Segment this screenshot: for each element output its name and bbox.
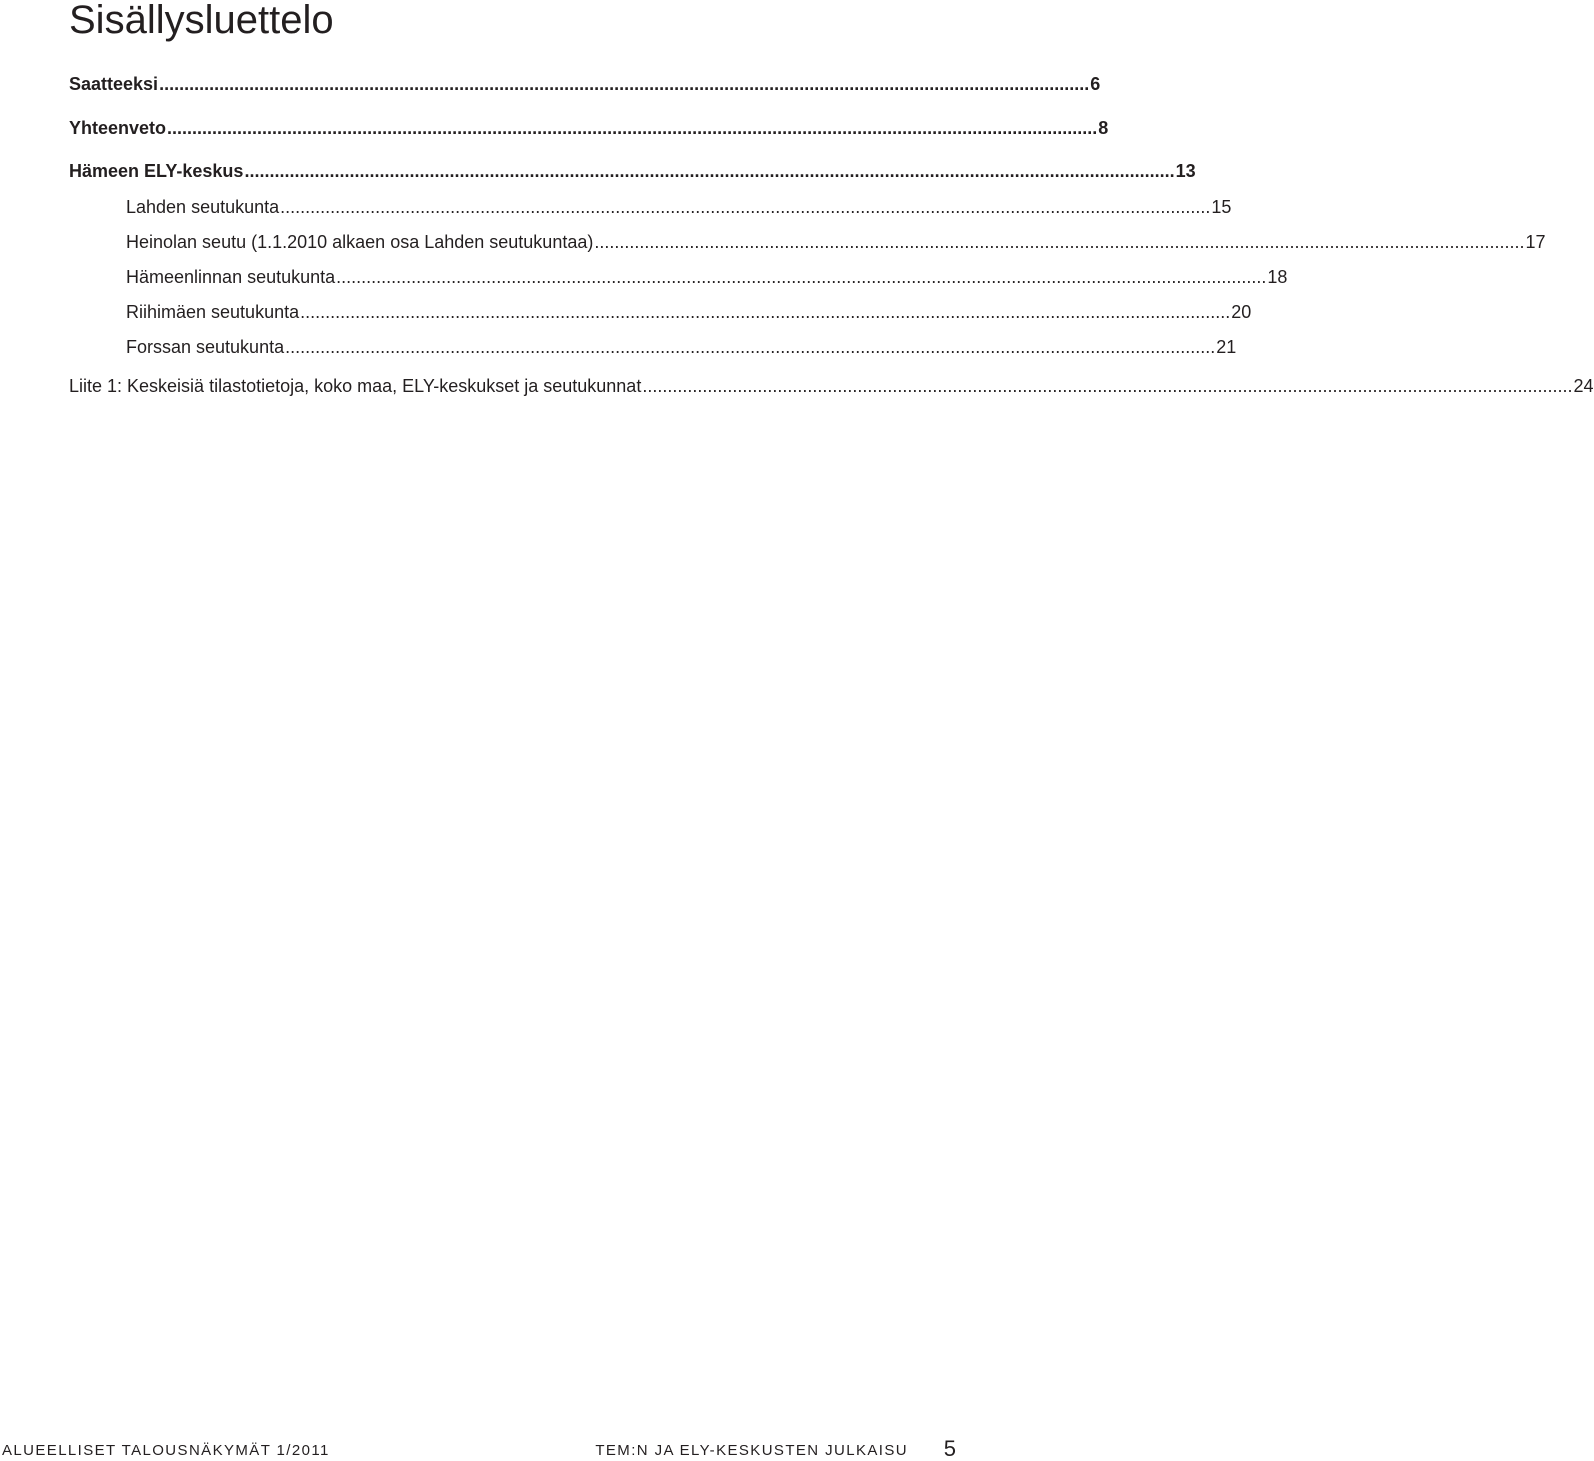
toc-entry-label: Riihimäen seutukunta — [126, 302, 300, 322]
toc-entry[interactable] — [126, 266, 1288, 288]
toc-entry-page: 21 — [1216, 337, 1237, 357]
toc-entry[interactable] — [69, 375, 1594, 397]
toc-leader-dots: .......................................................................................................................................................................................... — [280, 197, 1211, 217]
toc-leader-dots: .......................................................................................................................................................................................... — [159, 74, 1090, 94]
toc-entry[interactable] — [126, 231, 1546, 253]
toc-entry-label: Saatteeksi — [69, 74, 159, 94]
toc-entry[interactable] — [126, 301, 1252, 323]
toc-entry[interactable] — [126, 336, 1237, 358]
toc-entry-label: Forssan seutukunta — [126, 337, 285, 357]
toc-entry-page: 15 — [1211, 197, 1232, 217]
page-number: 5 — [943, 1436, 956, 1461]
toc-entry[interactable] — [69, 160, 1196, 182]
toc-leader-dots: .......................................................................................................................................................................................... — [336, 267, 1267, 287]
toc-entry-page: 6 — [1090, 74, 1101, 94]
toc-leader-dots: .......................................................................................................................................................................................... — [594, 232, 1525, 252]
toc-entry-label: Yhteenveto — [69, 118, 167, 138]
toc-entry-page: 20 — [1231, 302, 1252, 322]
toc-entry[interactable] — [69, 117, 1109, 139]
page-title: Sisällysluettelo — [69, 0, 334, 42]
toc-leader-dots: .......................................................................................................................................................................................... — [167, 118, 1098, 138]
footer-publication-title: ALUEELLISET TALOUSNÄKYMÄT 1/2011 — [2, 1442, 330, 1459]
toc-entry-label: Liite 1: Keskeisiä tilastotietoja, koko maa, ELY-keskukset ja seutukunnat — [69, 376, 642, 396]
toc-entry[interactable] — [126, 196, 1232, 218]
toc-entry-page: 8 — [1098, 118, 1109, 138]
toc-entry-label: Hämeen ELY-keskus — [69, 161, 244, 181]
toc-leader-dots: .......................................................................................................................................................................................... — [642, 376, 1573, 396]
page-footer — [0, 1438, 960, 1460]
toc-entry-page: 24 — [1573, 376, 1594, 396]
toc-entry-page: 18 — [1267, 267, 1288, 287]
toc-entry-label: Heinolan seutu (1.1.2010 alkaen osa Lahden seutukuntaa) — [126, 232, 594, 252]
toc-leader-dots: .......................................................................................................................................................................................... — [300, 302, 1231, 322]
toc-entry[interactable] — [69, 73, 1101, 95]
toc-leader-dots: .......................................................................................................................................................................................... — [285, 337, 1216, 357]
toc-leader-dots: .......................................................................................................................................................................................... — [244, 161, 1175, 181]
footer-publisher: TEM:N JA ELY-KESKUSTEN JULKAISU — [595, 1442, 908, 1459]
toc-entry-page: 13 — [1175, 161, 1196, 181]
toc-entry-label: Hämeenlinnan seutukunta — [126, 267, 336, 287]
toc-entry-label: Lahden seutukunta — [126, 197, 280, 217]
toc-entry-page: 17 — [1525, 232, 1546, 252]
